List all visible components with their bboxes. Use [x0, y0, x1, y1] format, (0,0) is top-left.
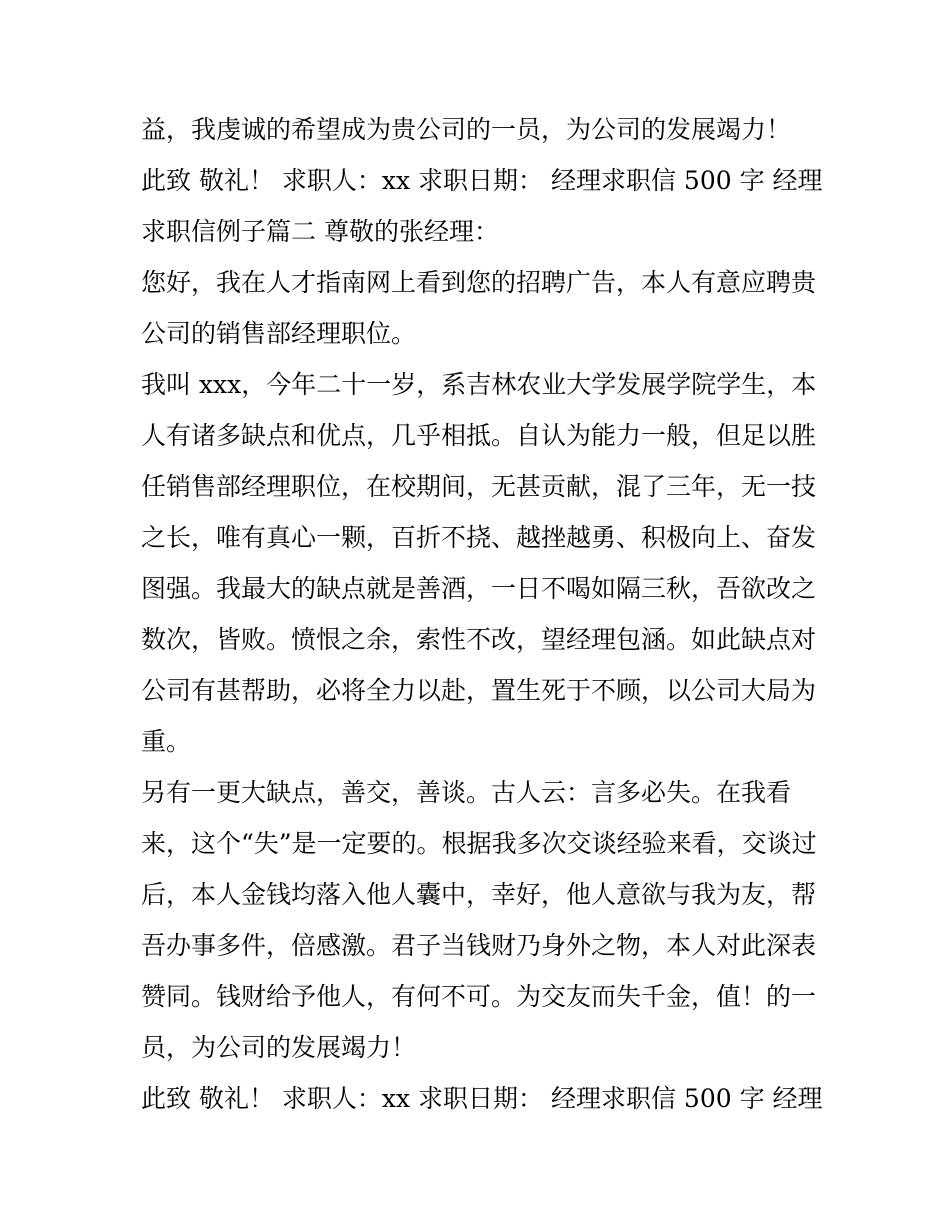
- text-line: 赞同。钱财给予他人，有何不可。为交友而失千金，值！的一: [141, 982, 817, 1011]
- text-line: 我叫 xxx，今年二十一岁，系吉林农业大学发展学院学生，本: [141, 370, 817, 399]
- text-line: 另有一更大缺点，善交，善谈。古人云：言多必失。在我看: [141, 778, 792, 807]
- text-line: 员，为公司的发展竭力！: [141, 1033, 417, 1062]
- document-body: [141, 104, 821, 1124]
- text-line: 您好，我在人才指南网上看到您的招聘广告，本人有意应聘贵: [141, 268, 817, 297]
- text-line: 此致 敬礼！ 求职人：xx 求职日期： 经理求职信 500 字 经理: [141, 166, 823, 195]
- text-line: 图强。我最大的缺点就是善酒，一日不喝如隔三秋，吾欲改之: [141, 574, 817, 603]
- text-line: 公司有甚帮助，必将全力以赴，置生死于不顾，以公司大局为: [141, 676, 817, 705]
- text-line: 任销售部经理职位，在校期间，无甚贡献，混了三年，无一技: [141, 472, 817, 501]
- text-line: 数次，皆败。愤恨之余，索性不改，望经理包涵。如此缺点对: [141, 625, 817, 654]
- text-line: 后，本人金钱均落入他人囊中，幸好，他人意欲与我为友，帮: [141, 880, 817, 909]
- text-line: 来，这个“失”是一定要的。根据我多次交谈经验来看，交谈过: [141, 829, 817, 858]
- text-line: 之长，唯有真心一颗，百折不挠、越挫越勇、积极向上、奋发: [141, 523, 817, 552]
- text-line: 此致 敬礼！ 求职人：xx 求职日期： 经理求职信 500 字 经理: [141, 1084, 823, 1113]
- text-line: 吾办事多件，倍感激。君子当钱财乃身外之物，本人对此深表: [141, 931, 817, 960]
- text-line: 求职信例子篇二 尊敬的张经理：: [141, 217, 499, 246]
- text-line: 重。: [141, 727, 192, 756]
- text-line: 人有诸多缺点和优点，几乎相抵。自认为能力一般，但足以胜: [141, 421, 817, 450]
- text-line: 公司的销售部经理职位。: [141, 319, 417, 348]
- text-line: 益，我虔诚的希望成为贵公司的一员，为公司的发展竭力！: [141, 115, 792, 144]
